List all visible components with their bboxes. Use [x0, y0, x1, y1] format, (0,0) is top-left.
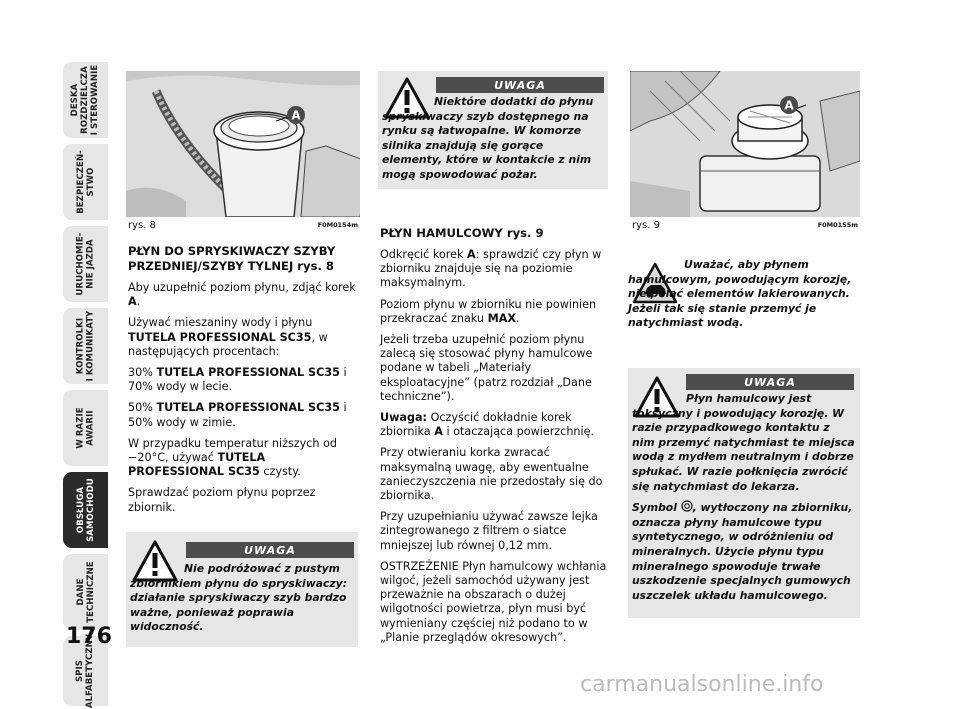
tab-label: W RAZIE AWARII	[75, 407, 96, 449]
column-brake-fluid	[380, 226, 608, 652]
brake-fluid-symbol-icon	[681, 500, 693, 512]
warning-paragraph: Płyn hamulcowy jest toksyczny i powodujący korozję. W razie przypadkowego kontaktu z nim przemyć natychmiast te miejsca wodą z mydłem neutralnym i dobrze spłukać. W razie połknięcia zwrócić się natychmiast do lekarza.	[632, 392, 855, 493]
bold-text: Uwaga:	[380, 411, 428, 425]
bold-text: TUTELA PROFESSIONAL SC35	[156, 366, 340, 380]
paragraph: OSTRZEŻENIE Płyn hamulcowy wchłania wilgoć, jeżeli samochód używany jest przeważnie na obszarach o dużej wilgotności powietrza, płyn musi być wymieniany częściej niż podano to w „Planie przeglądów okresowych”.	[380, 559, 607, 644]
warning-text: Nie podróżować z pustym zbiornikiem płynu do spryskiwaczy: działanie spryskiwaczy szyb bardzo ważne, ponieważ poprawia widoczność.	[130, 562, 348, 634]
tab-label: KONTROLKI I KOMUNIKATY	[75, 310, 96, 382]
paragraph	[380, 411, 608, 439]
tab-obsluga-samochodu[interactable]	[63, 472, 108, 548]
watermark: carmanualsonline.info	[580, 672, 824, 697]
text: .	[516, 311, 520, 325]
tab-label: DANE TECHNICZNE	[75, 561, 96, 623]
figure-brake-reservoir	[630, 71, 860, 233]
text: .	[136, 295, 141, 309]
washer-reservoir-illustration	[126, 71, 360, 217]
text: , wytłoczony na zbiorniku, oznacza płyny hamulcowe typu syntetycznego, w odróżnieniu od mineralnych. Użycie płynu typu mineralnego spowoduje trwałe uszkodzenie specjalnych gumowych uszczelek układu hamulcowego.	[632, 501, 853, 602]
tab-label: DESKA ROZDZIELCZA I STEROWANIE	[70, 64, 101, 136]
text: i 50% wody w zimie.	[128, 401, 347, 429]
figure-caption	[126, 217, 360, 233]
paragraph: Jeżeli trzeba uzupełnić poziom płynu zalecą się stosować płyny hamulcowe podane w tabeli „Materiały eksploatacyjne” (patrz rozdział „Dane techniczne”).	[380, 333, 593, 403]
text: 50%	[128, 401, 157, 415]
bold-text: TUTELA PROFESSIONAL SC35	[128, 330, 312, 344]
figure-caption	[630, 217, 860, 233]
figure-washer-reservoir	[126, 71, 360, 233]
section-heading: PŁYN DO SPRYSKIWACZY SZYBY PRZEDNIEJ/SZYBY TYLNEJ rys. 8	[128, 244, 336, 273]
text: W przypadku temperatur niższych od −20°C, używać	[128, 436, 338, 465]
warning-box-washer	[126, 532, 358, 647]
text: 30%	[128, 366, 157, 380]
tab-uruchomienie-jazda[interactable]	[63, 226, 108, 302]
tab-label: BEZPIECZEŃ- STWO	[75, 150, 96, 214]
warning-paragraph	[632, 500, 856, 603]
text: i 70% wody w lecie.	[128, 366, 347, 394]
tab-kontrolki[interactable]	[63, 308, 108, 384]
paragraph	[380, 298, 608, 326]
tab-label: SPIS ALFABETYCZNY	[75, 633, 96, 709]
warning-title: UWAGA	[436, 77, 604, 93]
tab-w-razie-awarii[interactable]	[63, 390, 108, 466]
tab-label: OBSŁUGA SAMOCHODU	[75, 478, 96, 542]
warning-title: UWAGA	[686, 374, 854, 390]
note-text: Uważać, aby płynem hamulcowym, powodującym korozję, nie polać elementów lakierowanych. Jeżeli tak się stanie przemyć je natychmiast wodą.	[628, 258, 852, 330]
tab-label: URUCHOMIE- NIE JAZDA	[75, 232, 96, 296]
bold-text: A	[467, 248, 476, 261]
warning-box-brake-fluid	[628, 368, 860, 618]
figure-code: F0M0154m	[317, 221, 358, 229]
warning-box-flammable	[378, 71, 608, 189]
paragraph	[128, 401, 358, 429]
bold-text: A	[434, 425, 443, 439]
note-box-paint	[628, 254, 860, 350]
column-washer-fluid	[128, 244, 358, 522]
paragraph: Sprawdzać poziom płynu poprzez zbiornik.	[128, 486, 316, 514]
marker-a-label: A	[291, 108, 301, 123]
text: i otaczająca powierzchnię.	[442, 425, 595, 439]
page-number: 176	[66, 624, 112, 649]
text: Aby uzupełnić poziom płynu, zdjąć korek	[128, 281, 356, 294]
text: , w następujących procentach:	[128, 330, 328, 358]
warning-text: Niektóre dodatki do płynu spryskiwaczy szyb dostępnego na rynku są łatwopalne. W komorze silnika znajdują się gorące elementy, które w kontakcie z nim mogą spowodować pożar.	[382, 95, 594, 181]
text: Symbol	[632, 501, 681, 515]
tab-deska-rozdzielcza[interactable]	[63, 62, 108, 138]
warning-title: UWAGA	[186, 542, 354, 558]
warning-text	[632, 392, 856, 609]
text: czysty.	[259, 465, 301, 479]
bold-text: MAX	[487, 311, 516, 325]
paragraph: Przy uzupełnianiu używać zawsze lejka zintegrowanego z filtrem o siatce mniejszej lub równej 0,12 mm.	[380, 510, 598, 552]
figure-code: F0M0155m	[817, 221, 858, 229]
paragraph	[380, 248, 608, 291]
paragraph: Przy otwieraniu korka zwracać maksymalną uwagę, aby ewentualne zanieczyszczenia nie przedostały się do zbiornika.	[380, 446, 603, 503]
bold-text: A	[128, 295, 137, 309]
text: Oczyścić dokładnie korek zbiornika	[380, 411, 572, 439]
tab-bezpieczenstwo[interactable]	[63, 144, 108, 220]
marker-a-label: A	[784, 98, 794, 113]
brake-reservoir-illustration	[630, 71, 860, 217]
bold-text: TUTELA PROFESSIONAL SC35	[128, 451, 266, 479]
figure-label: rys. 8	[128, 219, 156, 231]
figure-label: rys. 9	[632, 219, 660, 231]
section-heading: PŁYN HAMULCOWY rys. 9	[380, 226, 544, 240]
paragraph	[128, 316, 358, 359]
text: Używać mieszaniny wody i płynu	[128, 316, 313, 330]
paragraph	[128, 437, 358, 480]
bold-text: TUTELA PROFESSIONAL SC35	[156, 401, 340, 415]
paragraph	[128, 366, 358, 394]
tab-dane-techniczne[interactable]	[63, 554, 108, 630]
paragraph	[128, 281, 358, 309]
text: Poziom płynu w zbiorniku nie powinien przekraczać znaku	[380, 297, 597, 325]
text: : sprawdzić czy płyn w zbiorniku znajduje się na poziomie maksymalnym.	[380, 248, 602, 290]
text: Odkręcić korek	[380, 248, 468, 261]
